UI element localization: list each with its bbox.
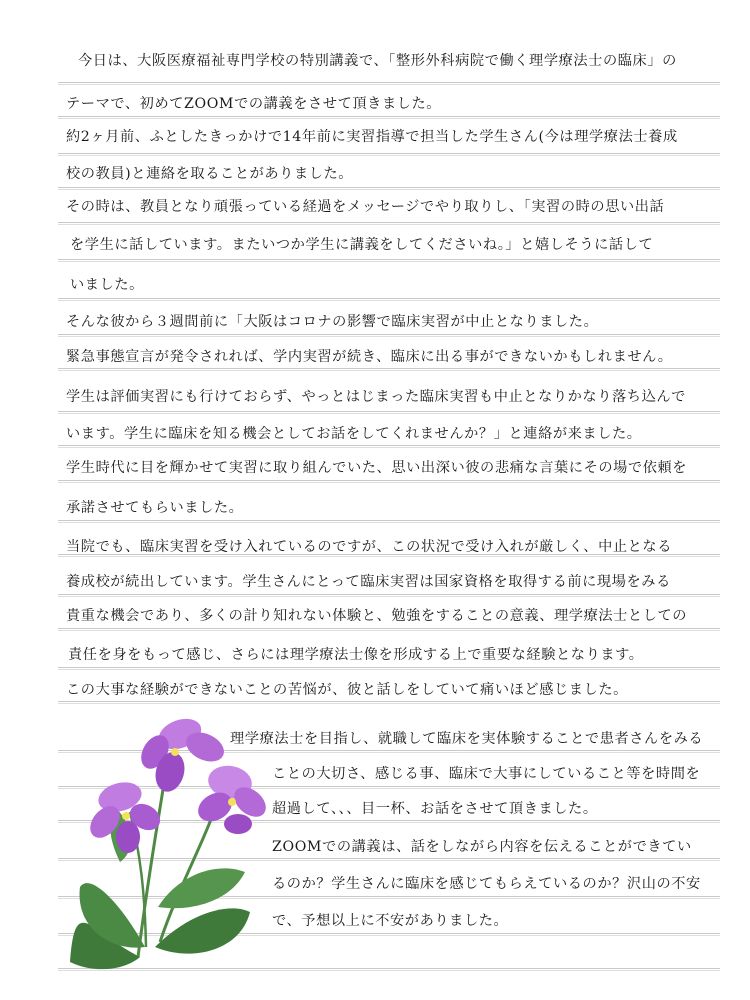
text-line-5: その時は、教員となり頑張っている経過をメッセージでやり取りし、「実習の時の思い出話 — [66, 199, 665, 215]
ruled-line — [58, 520, 720, 521]
text-line-13: 承諾させてもらいました。 — [66, 500, 244, 516]
ruled-line — [58, 628, 720, 629]
text-line-12: 学生時代に目を輝かせて実習に取り組んでいた、思い出深い彼の悲痛な言葉にその場で依頼を — [66, 460, 688, 476]
text-line-1: 今日は、大阪医療福祉専門学校の特別講義で、「整形外科病院で働く理学療法士の臨床」の — [78, 53, 677, 69]
text-line-21: 超過して、、、目一杯、お話をさせて頂きました。 — [272, 801, 598, 817]
ruled-line — [58, 82, 720, 83]
text-line-18: この大事な経験ができないことの苦悩が、彼と話しをしていて痛いほど感じました。 — [66, 682, 628, 698]
text-line-4: 校の教員)と連絡を取ることがありました。 — [66, 166, 354, 182]
ruled-line — [58, 411, 720, 412]
ruled-line — [58, 368, 720, 369]
ruled-line — [58, 701, 720, 702]
ruled-line — [58, 222, 720, 223]
text-line-2: テーマで、初めてZOOMでの講義をさせて頂きました。 — [66, 96, 442, 112]
text-line-15: 養成校が続出しています。学生さんにとって臨床実習は国家資格を取得する前に現場をみる — [66, 574, 671, 590]
text-line-14: 当院でも、臨床実習を受け入れているのですが、この状況で受け入れが厳しく、中止となる — [66, 539, 673, 555]
text-line-16: 貴重な機会であり、多くの計り知れない体験と、勉強をすることの意義、理学療法士としての — [66, 608, 688, 624]
text-line-6: を学生に話しています。またいつか学生に講義をしてくださいね。」と嬉しそうに話して — [70, 237, 654, 253]
text-line-7: いました。 — [70, 277, 144, 293]
ruled-line — [58, 594, 720, 595]
ruled-line — [58, 445, 720, 446]
text-line-20: ことの大切さ、感じる事、臨床で大事にしていること等を時間を — [272, 766, 701, 782]
ruled-line — [58, 153, 720, 154]
text-line-11: います。学生に臨床を知る機会としてお話をしてくれませんか？」と連絡が来ました。 — [66, 426, 642, 442]
ruled-line — [58, 334, 720, 335]
ruled-line — [58, 667, 720, 668]
violet-flower-illustration — [50, 712, 280, 977]
ruled-line — [58, 187, 720, 188]
ruled-line — [58, 116, 720, 117]
text-line-10: 学生は評価実習にも行けておらず、やっとはじまった臨床実習も中止となりかなり落ち込んで — [66, 389, 686, 405]
text-line-9: 緊急事態宣言が発令されれば、学内実習が続き、臨床に出る事ができないかもしれません。 — [66, 349, 673, 365]
text-line-24: で、予想以上に不安がありました。 — [272, 913, 509, 929]
ruled-line — [58, 259, 720, 260]
violet-flower — [84, 778, 165, 853]
violet-flower — [193, 762, 272, 834]
text-line-19: 理学療法士を目指し、就職して臨床を実体験することで患者さんをみる — [230, 731, 704, 747]
text-line-23: るのか？学生さんに臨床を感じてもらえているのか？沢山の不安 — [272, 876, 701, 892]
ruled-line — [58, 480, 720, 481]
text-line-17: 責任を身をもって感じ、さらには理学療法士像を形成する上で重要な経験となります。 — [68, 647, 644, 663]
text-line-8: そんな彼から３週間前に「大阪はコロナの影響で臨床実習が中止となりました。 — [66, 314, 599, 330]
ruled-line — [58, 298, 720, 299]
leaf — [158, 868, 245, 908]
text-line-22: ZOOMでの講義は、話をしながら内容を伝えることができてい — [272, 839, 692, 855]
text-line-3: 約2ヶ月前、ふとしたきっかけで14年前に実習指導で担当した学生さん(今は理学療法士養成 — [66, 129, 678, 145]
